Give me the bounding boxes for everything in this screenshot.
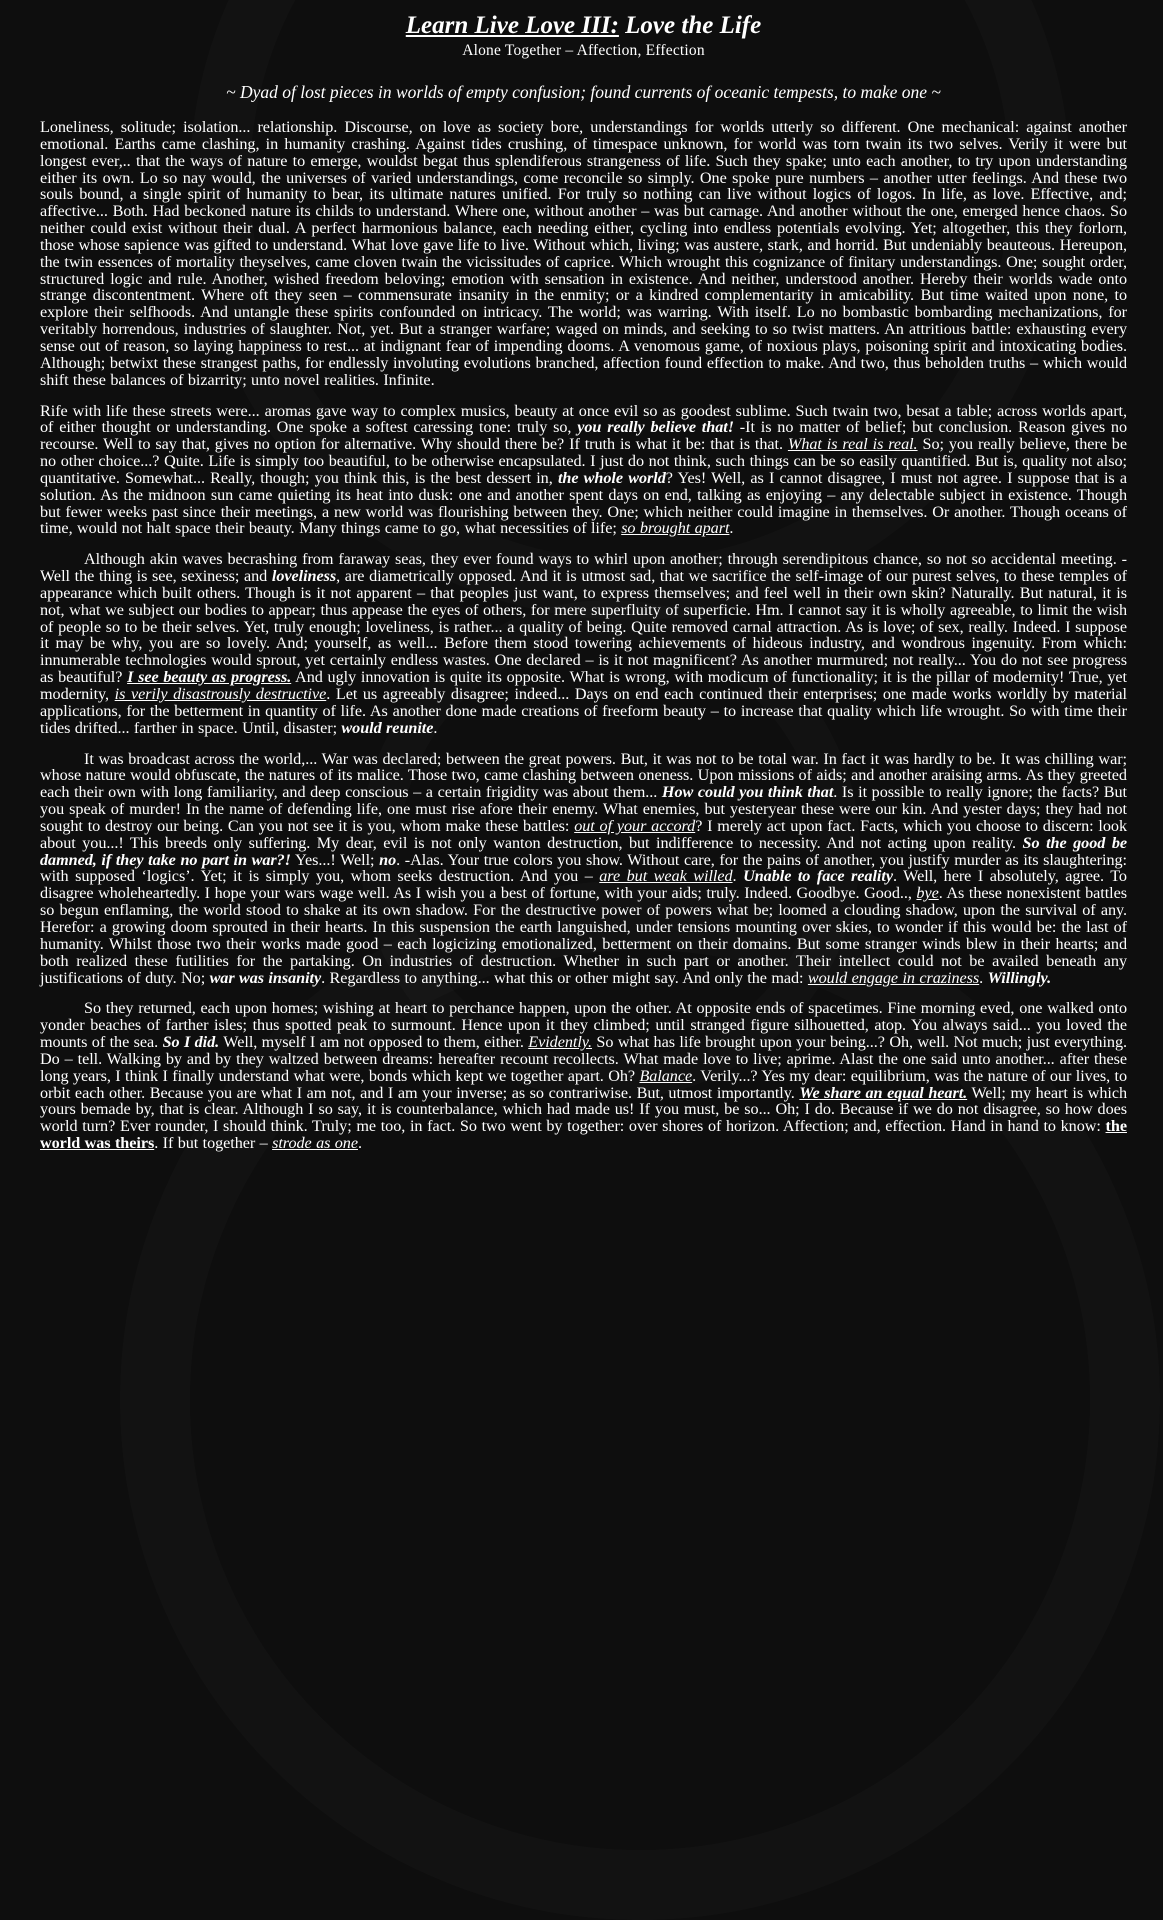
page-title-rest: Love the Life [618, 12, 762, 39]
page-subtitle: Alone Together – Affection, Effection [462, 42, 705, 59]
paragraph-2: Rife with life these streets were... aromas gave way to complex musics, beauty at once evil so as goodest sublime. Such twain two, besat a table; across worlds apart, of either thought or understanding. One spoke a softest caressing tone: truly so, you really believe that! -It is no matter of belief; but conclusion. Reason gives no recourse. Well to say that, gives no option for alternative. Why should there be? If truth is what it be: that is that. What is real is real. So; you really believe, there be no other choice...? Quite. Life is simply too beautiful, to be otherwise encapsulated. I just do not think, such things can be so easily quantified. But is, quality not also; quantitative. Somewhat... Really, though; you think this, is the best dessert in, the whole world? Yes! Well, as I cannot disagree, I must not agree. I suppose that is a solution. As the midnoon sun came quieting its heat into dusk: one and another spent days on end, talking as enjoying – any delectable subject in existence. Though but fewer weeks past since their meetings, a new world was flourishing between they. One; which neither could imagine in themselves. Or another. Though oceans of time, would not halt space their beauty. Many things came to go, what necessities of life; so brought apart. [40, 401, 1128, 538]
paragraph-3: Although akin waves becrashing from faraway seas, they ever found ways to whirl upon another; through serendipitous chance, so not so accidental meeting. -Well the thing is see, sexiness; and loveliness, are diametrically opposed. And it is utmost sad, that we sacrifice the self-image of our purest selves, to these temples of appearance which built others. Though is it not apparent – that peoples just want, to express themselves; and feel well in their own skin? Naturally. But natural, it is not, what we subject our bodies to appear; thus appease the eyes of others, for mere superfluity of superficie. Hm. I cannot say it is wholly agreeable, to limit the wish of people so to be their selves. Yet, truly enough; loveliness, is rather... a quality of being. Quite removed carnal attraction. As is love; of sex, really. Indeed. I suppose it may be why, you are so lovely. And; yourself, as well... Before them stood towering achievements of hideous industry, and wondrous ingenuity. From which: innumerable technologies would sprout, yet certainly endless wastes. One declared – is it not magnificent? As another murmured; not really... You do not see progress as beautiful? I see beauty as progress. And ugly innovation is quite its opposite. What is wrong, with modicum of functionality; it is the pillar of modernity! True, yet modernity, is verily disastrously destructive. Let us agreeably disagree; indeed... Days on end each continued their enterprises; one made works worldly by material applications, for the betterment in quantity of life. As another done made creations of freeform beauty – to increase that quality which life wrought. So with time their tides drifted... farther in space. Until, disaster; would reunite. [40, 550, 1127, 737]
page-title-main: Learn Live Love III: [405, 12, 619, 39]
page-title [40, 12, 1127, 40]
epigraph: ~ Dyad of lost pieces in worlds of empty confusion; found currents of oceanic tempests, to make one ~ [226, 82, 941, 102]
paragraph-1: Loneliness, solitude; isolation... relationship. Discourse, on love as society bore, understandings for worlds utterly so different. One mechanical: against another emotional. Earths came clashing, in humanity crashing. Against tides crushing, of timespace unknown, for world was torn twain its two selves. Verily it were but longest ever,.. that the ways of nature to emerge, wouldst begat thus splendiferous strangeness of life. Such they spake; unto each another, to try upon understanding either its own. Lo so nay would, the universes of varied understandings, come reconcile so simply. One spoke pure numbers – another utter feelings. And these two souls bound, a single spirit of humanity to bear, its ultimate natures unified. For truly so nothing can live without logics of logos. In life, as love. Effective, and; affective... Both. Had beckoned nature its childs to understand. Where one, without another – was but carnage. And another without the one, emerged hence chaos. So neither could exist without their dual. A perfect harmonious balance, each needing either, cycling into endless potentials evolving. Yet; altogether, this they forlorn, those whose sapience was gifted to understand. What love gave life to live. Without which, living; was austere, stark, and horrid. But undeniably beauteous. Hereupon, the twin essences of mortality theyselves, came cloven twain the vicissitudes of caprice. Which wrought this cognizance of finitary understandings. One; sought order, structured logic and rule. Another, wished freedom beloving; emotion with sensation in existence. And neither, understood another. Hereby their worlds wade onto strange discontentment. Where oft they seen – commensurate insanity in the enmity; or a kindred complementarity in amicability. But time waited upon none, to explore their selfhoods. And untangle these spirits confounded on intricacy. The world; was warring. With itself. Lo no bombastic bombarding mechanizations, for veritably horrendous, industries of slaughter. Not, yet. But a stranger warfare; waged on minds, and seeking to so twist matters. An attritious battle: exhausting every sense out of reason, so laying happiness to rest... at indignant fear of impending dooms. A venomous game, of noxious plays, poisoning spirit and intoxicating bodies. Although; betwixt these strangest paths, for endlessly involuting evolutions branched, affection found effection to make. And two, thus beholden truths – which would shift these balances of bizarrity; unto novel realities. Infinite. [40, 118, 1127, 389]
paragraph-4: It was broadcast across the world,... War was declared; between the great powers. But, it was not to be total war. In fact it was hardly to be. It was chilling war; whose nature would obfuscate, the natures of its malice. Those two, came clashing between oneness. Upon missions of aids; and another araising arms. As they greeted each their own with long familiarity, and deep conscious – a certain frigidity was about them... How could you think that. Is it possible to really ignore; the facts? But you speak of murder! In the name of defending life, one must rise afore their enemy. What enemies, but yesteryear these were our kin. And yester days; they had not sought to destroy our being. Can you not see it is you, whom make these battles: out of your accord? I merely act upon fact. Facts, which you choose to discern: look about you...! This breeds only suffering. My dear, evil is not only wanton destruction, but indifference to necessity. And not acting upon reality. So the good be damned, if they take no part in war?! Yes...! Well; no. -Alas. Your true colors you show. Without care, for the pains of another, you justify murder as its slaughtering: with supposed ‘logics’. Yet; it is simply you, whom seeks destruction. And you – are but weak willed. Unable to face reality. Well, here I absolutely, agree. To disagree wholeheartedly. I hope your wars wage well. As I wish you a best of fortune, with your aids; truly. Indeed. Goodbye. Good.., bye. As these nonexistent battles so begun enflaming, the world stood to shake at its own shadow. For the destructive power of powers what be; loomed a clouding shadow, upon the survival of any. Herefor: a growing doom sprouted in their hearts. In this suspension the earth languished, under tensions mounting over skies, to wonder if this would be: the last of humanity. Whilst those two their works made good – each logicizing emotionalized, betterment on their domains. But some stranger winds blew in their hearts; and both realized these futilities for the partaking. On industries of destruction. Whether in such part or another. Their intellect could not be availed beneath any justifications of duty. No; war was insanity. Regardless to anything... what this or other might say. And only the mad: would engage in craziness. Willingly. [40, 749, 1128, 987]
paragraph-5: So they returned, each upon homes; wishing at heart to perchance happen, upon the other. At opposite ends of spacetimes. Fine morning eved, one walked onto yonder beaches of farther isles; thus spotted peak to surmount. Hence upon it they climbed; until stranged figure silhouetted, atop. You always said... you loved the mounts of the sea. So I did. Well, myself I am not opposed to them, either. Evidently. So what has life brought upon your being...? Oh, well. Not much; just everything. Do – tell. Walking by and by they waltzed between dreams: hereafter recount recollects. What made love to live; aprime. Alast the one said unto another... after these long years, I think I finally understand what were, bonds which kept we together apart. Oh? Balance. Verily...? Yes my dear: equilibrium, was the nature of our lives, to orbit each other. Because you are what I am not, and I am your inverse; as so contrariwise. But, utmost importantly. We share an equal heart. Well; my heart is which yours bemade by, that is clear. Although I so say, it is counterbalance, which had made us! If you must, be so... Oh; I do. Because if we do not disagree, so how does world turn? Ever rounder, I should think. Truly; me too, in fact. So two went by together: over shores of horizon. Affection; and, effection. Hand in hand to know: the world was theirs. If but together – strode as one. [40, 999, 1128, 1153]
